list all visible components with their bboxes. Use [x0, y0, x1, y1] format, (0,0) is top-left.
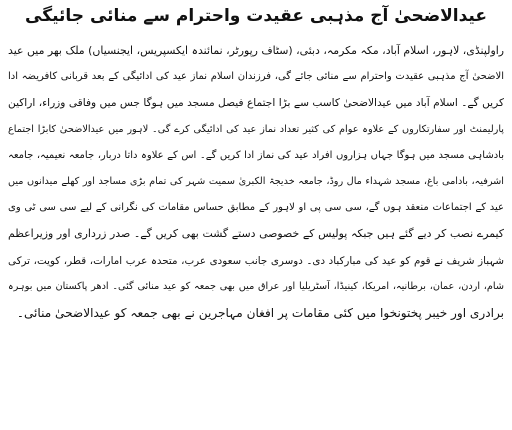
headline: عیدالاضحیٰ آج مذہبی عقیدت واحترام سے منائی جائیگی [25, 6, 487, 26]
article-body [8, 38, 504, 326]
article-line: عید کے اجتماعات منعقد ہوں گے، سی سی پی او لاہور کے مطابق حساس مقامات کی نگرانی کے لیے سی سی ٹی وی [8, 202, 504, 214]
article-line: پارلیمنٹ اور سفارتکاروں کے علاوہ عوام کی کثیر تعداد نماز عید کی ادائیگی کرے گی۔ لاہور میں عیدالاضحیٰ کابڑا اجتماع [8, 123, 504, 135]
article-line: شام، اردن، عمان، برطانیہ، امریکا، کینیڈا، آسٹریلیا اور عراق میں بھی جمعہ کو عید منائی گئی۔ ادھر پاکستان میں بوہرہ [8, 280, 504, 292]
article-line: کریں گے۔ اسلام آباد میں عیدالاضحیٰ کاسب سے بڑا اجتماع فیصل مسجد میں ہوگا جس میں وفاقی وزراء، اراکین [8, 97, 504, 110]
article-line: راولپنڈی، لاہور، اسلام آباد، مکہ مکرمہ، دبئی، (سٹاف رپورٹر، نمائندہ ایکسپریس، ایجنسیاں) ملک بھر میں عید [8, 44, 504, 57]
article-line: شہباز شریف نے قوم کو عید کی مبارکباد دی۔ دوسری جانب سعودی عرب، متحدہ عرب امارات، قطر، کویت، ترکی [8, 254, 504, 267]
article-line: برادری اور خیبر پختونخوا میں کئی مقامات پر افغان مہاجرین نے بھی جمعہ کو عیدالاضحیٰ منائی۔ [16, 305, 504, 320]
article-line: کیمرے نصب کر دیے گئے ہیں جبکہ پولیس کے خصوصی دستے گشت بھی کریں گے۔ صدر زرداری اور وزیراعظم [8, 227, 504, 241]
article-line: بادشاہی مسجد میں ہوگا جہاں ہزاروں افراد عید کی نماز ادا کریں گے۔ اس کے علاوہ داتا دربار، جامعہ نعیمیہ، جامعہ [8, 149, 504, 161]
article-line: اشرفیہ، باداﻣﯽ باغ، مسجد شہداء مال روڈ، جامعہ خدیجۃ الکبریٰ سمیت شہر کی تمام بڑی مساجد اور کھلے میدانوں میں [8, 175, 504, 187]
article-line: الاضحیٰ آج مذہبی عقیدت واحترام سے منائی جائے گی، فرزندان اسلام نماز عید کی ادائیگی کے بعد قربانی کافریضہ ادا [8, 71, 504, 83]
